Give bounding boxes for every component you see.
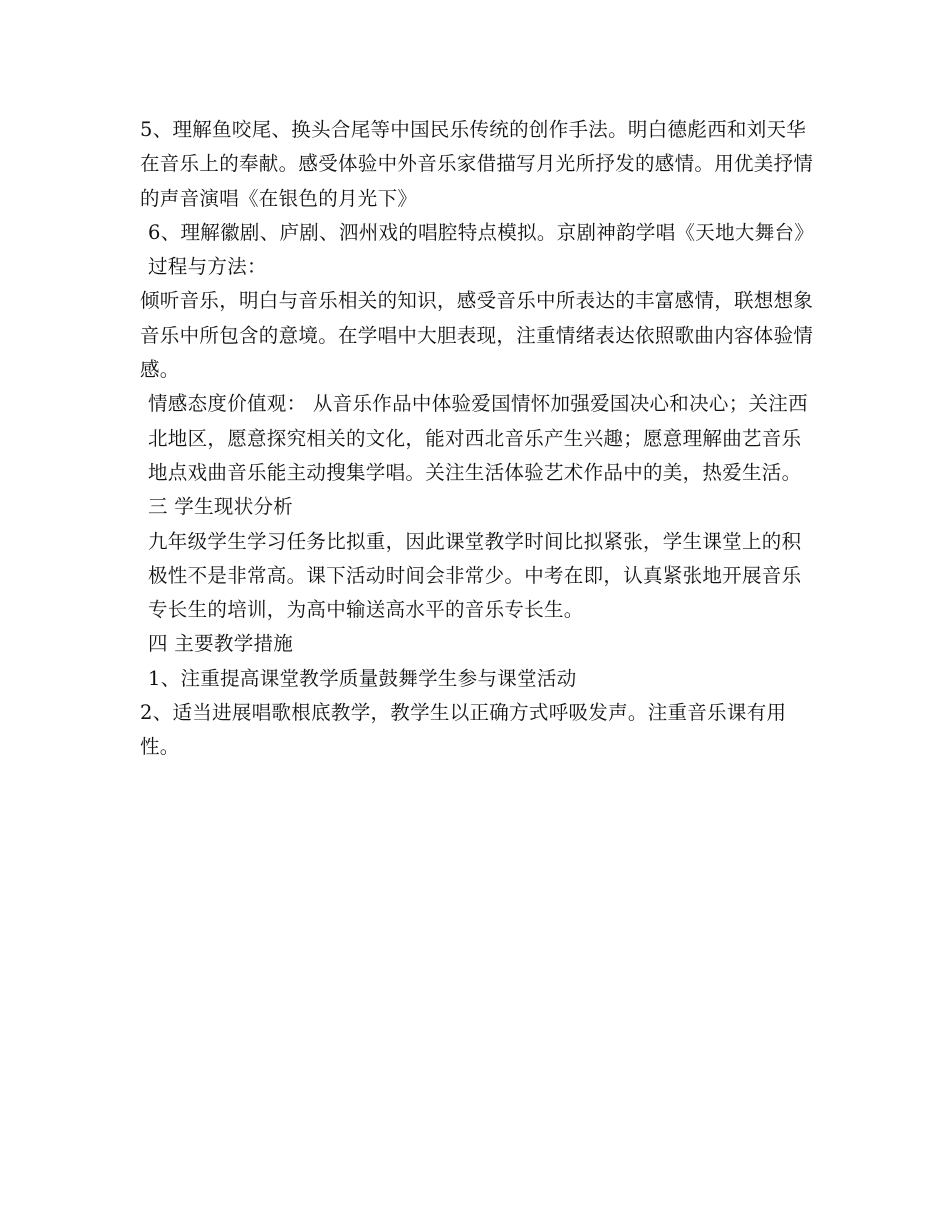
section-heading-process-methods: 过程与方法： (148, 255, 267, 279)
measure-item-1: 1、注重提高课堂教学质量鼓舞学生参与课堂活动 (148, 666, 577, 690)
measure-item-2: 2、适当进展唱歌根底教学，教学生以正确方式呼吸发声。注重音乐课有用性。 (140, 701, 787, 759)
section-heading-student-analysis: 三 学生现状分析 (148, 495, 294, 519)
paragraph-process-methods: 倾听音乐，明白与音乐相关的知识，感受音乐中所表达的丰富感情，联想想象音乐中所包含的意境。在学唱中大胆表现，注重情绪表达依照歌曲内容体验情感。 (140, 289, 814, 382)
section-heading-teaching-measures: 四 主要教学措施 (148, 632, 294, 656)
paragraph-item-6: 6、理解徽剧、庐剧、泗州戏的唱腔特点模拟。京剧神韵学唱《天地大舞台》 (148, 220, 815, 244)
document-body (140, 113, 820, 765)
paragraph-emotional-values: 情感态度价值观： 从音乐作品中体验爱国情怀加强爱国决心和决心；关注西北地区，愿意探究相关的文化，能对西北音乐产生兴趣；愿意理解曲艺音乐地点戏曲音乐能主动搜集学唱。关注生活体验艺术作品中的美，热爱生活。 (148, 392, 808, 484)
paragraph-item-5: 5、理解鱼咬尾、换头合尾等中国民乐传统的创作手法。明白德彪西和刘天华在音乐上的奉献。感受体验中外音乐家借描写月光所抒发的感情。用优美抒情的声音演唱《在银色的月光下》 (140, 118, 814, 210)
paragraph-student-analysis: 九年级学生学习任务比拟重，因此课堂教学时间比拟紧张，学生课堂上的积极性不是非常高。课下活动时间会非常少。中考在即，认真紧张地开展音乐专长生的培训，为高中输送高水平的音乐专长生。 (148, 529, 802, 622)
